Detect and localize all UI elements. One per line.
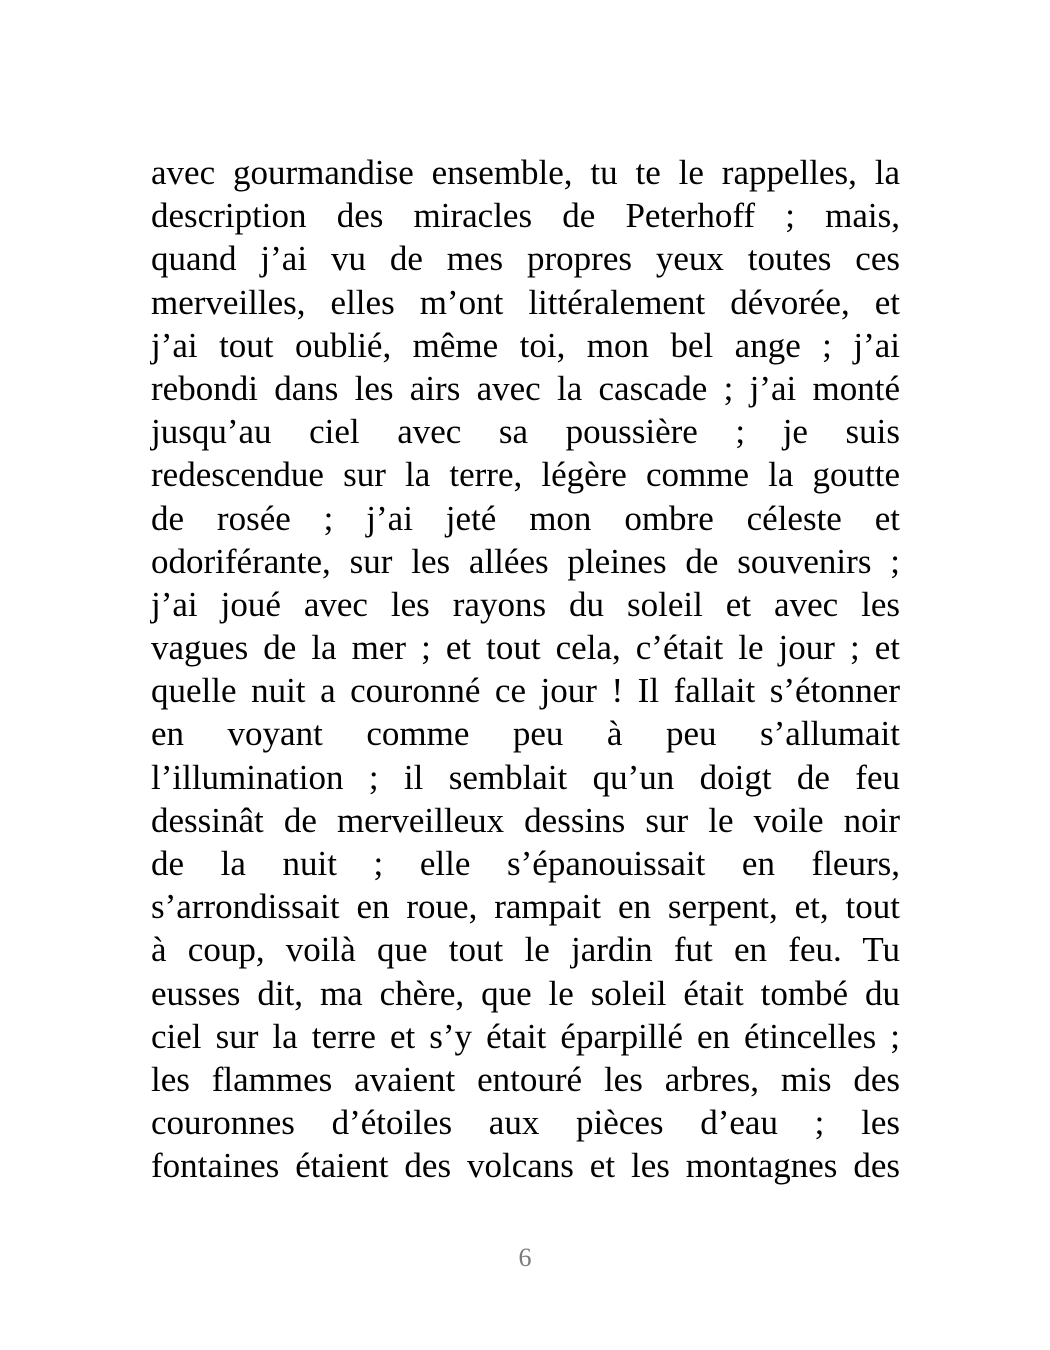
text-line: dessinât de merveilleux dessins sur le voile noir xyxy=(151,800,900,840)
text-line: odoriférante, sur les allées pleines de souvenirs ; xyxy=(151,541,900,581)
text-line: s’arrondissait en roue, rampait en serpent, et, tout xyxy=(151,887,900,927)
text-line: quelle nuit a couronné ce jour ! Il fallait s’étonner xyxy=(151,671,900,711)
text-line: en voyant comme peu à peu s’allumait xyxy=(151,714,900,754)
body-text xyxy=(151,151,900,1188)
text-line: merveilles, elles m’ont littéralement dévorée, et xyxy=(151,282,900,322)
text-line: à coup, voilà que tout le jardin fut en feu. Tu xyxy=(151,930,900,970)
text-line: j’ai joué avec les rayons du soleil et avec les xyxy=(151,584,900,624)
text-line: j’ai tout oublié, même toi, mon bel ange ; j’ai xyxy=(151,325,900,365)
page-number: 6 xyxy=(518,1243,532,1272)
text-line: description des miracles de Peterhoff ; mais, xyxy=(151,196,900,236)
text-line: les flammes avaient entouré les arbres, mis des xyxy=(151,1059,900,1099)
text-line: quand j’ai vu de mes propres yeux toutes ces xyxy=(151,239,900,279)
text-line: rebondi dans les airs avec la cascade ; j’ai monté xyxy=(151,368,900,408)
text-line: couronnes d’étoiles aux pièces d’eau ; les xyxy=(151,1103,900,1143)
text-line: eusses dit, ma chère, que le soleil était tombé du xyxy=(151,973,900,1013)
text-line: redescendue sur la terre, légère comme la goutte xyxy=(151,455,900,495)
text-line: de rosée ; j’ai jeté mon ombre céleste et xyxy=(151,498,900,538)
text-line: jusqu’au ciel avec sa poussière ; je suis xyxy=(151,412,900,452)
text-line: vagues de la mer ; et tout cela, c’était le jour ; et xyxy=(151,628,900,668)
text-line: fontaines étaient des volcans et les montagnes des xyxy=(151,1146,900,1186)
text-line: ciel sur la terre et s’y était éparpillé en étincelles ; xyxy=(151,1016,900,1056)
text-line: l’illumination ; il semblait qu’un doigt de feu xyxy=(151,757,900,797)
text-line: de la nuit ; elle s’épanouissait en fleurs, xyxy=(151,844,900,883)
text-line: avec gourmandise ensemble, tu te le rappelles, la xyxy=(151,153,900,192)
